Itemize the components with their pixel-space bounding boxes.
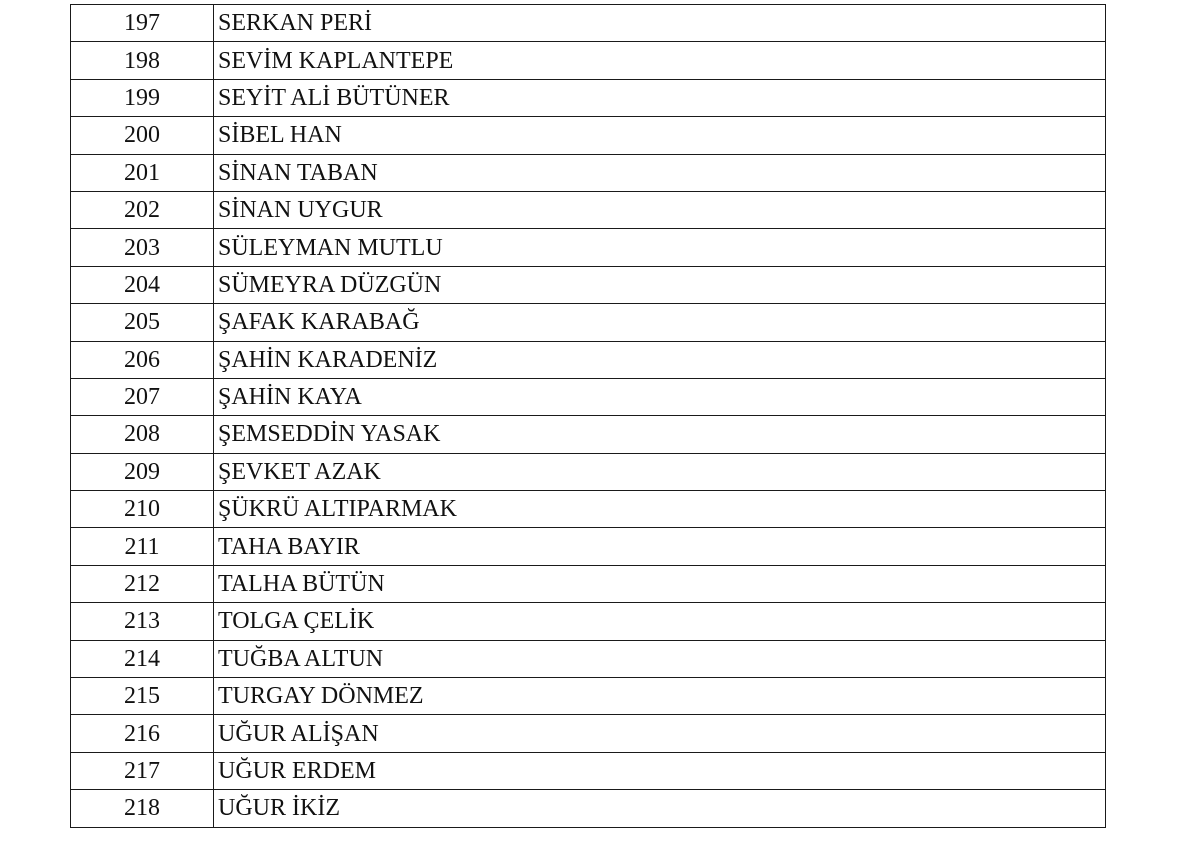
person-name: SİNAN UYGUR: [214, 191, 1106, 228]
person-name: TOLGA ÇELİK: [214, 603, 1106, 640]
row-number: 217: [71, 752, 214, 789]
table-row: [71, 528, 1106, 565]
row-number: 207: [71, 378, 214, 415]
person-name: SİNAN TABAN: [214, 154, 1106, 191]
person-name: SÜLEYMAN MUTLU: [214, 229, 1106, 266]
table-row: [71, 752, 1106, 789]
table-row: [71, 117, 1106, 154]
table-row: [71, 491, 1106, 528]
person-name: TALHA BÜTÜN: [214, 565, 1106, 602]
row-number: 205: [71, 304, 214, 341]
row-number: 216: [71, 715, 214, 752]
table-row: [71, 565, 1106, 602]
table-row: [71, 341, 1106, 378]
table-row: [71, 266, 1106, 303]
person-name: SERKAN PERİ: [214, 5, 1106, 42]
person-name: UĞUR İKİZ: [214, 790, 1106, 827]
row-number: 199: [71, 79, 214, 116]
row-number: 201: [71, 154, 214, 191]
row-number: 204: [71, 266, 214, 303]
row-number: 209: [71, 453, 214, 490]
row-number: 215: [71, 678, 214, 715]
table-row: [71, 416, 1106, 453]
table-row: [71, 154, 1106, 191]
table-row: [71, 304, 1106, 341]
person-name: ŞÜKRÜ ALTIPARMAK: [214, 491, 1106, 528]
row-number: 206: [71, 341, 214, 378]
person-name: ŞAFAK KARABAĞ: [214, 304, 1106, 341]
person-name: ŞAHİN KARADENİZ: [214, 341, 1106, 378]
name-list-table: [70, 4, 1106, 828]
row-number: 198: [71, 42, 214, 79]
table-row: [71, 191, 1106, 228]
table-row: [71, 229, 1106, 266]
table-row: [71, 453, 1106, 490]
table-row: [71, 603, 1106, 640]
table-row: [71, 42, 1106, 79]
table-row: [71, 790, 1106, 827]
row-number: 218: [71, 790, 214, 827]
row-number: 200: [71, 117, 214, 154]
table-row: [71, 640, 1106, 677]
person-name: UĞUR ERDEM: [214, 752, 1106, 789]
person-name: ŞEMSEDDİN YASAK: [214, 416, 1106, 453]
table-row: [71, 5, 1106, 42]
row-number: 197: [71, 5, 214, 42]
row-number: 203: [71, 229, 214, 266]
row-number: 202: [71, 191, 214, 228]
row-number: 214: [71, 640, 214, 677]
row-number: 213: [71, 603, 214, 640]
row-number: 210: [71, 491, 214, 528]
person-name: TURGAY DÖNMEZ: [214, 678, 1106, 715]
person-name: TUĞBA ALTUN: [214, 640, 1106, 677]
person-name: SEYİT ALİ BÜTÜNER: [214, 79, 1106, 116]
table-row: [71, 715, 1106, 752]
person-name: TAHA BAYIR: [214, 528, 1106, 565]
person-name: SÜMEYRA DÜZGÜN: [214, 266, 1106, 303]
table-row: [71, 79, 1106, 116]
person-name: UĞUR ALİŞAN: [214, 715, 1106, 752]
person-name: ŞEVKET AZAK: [214, 453, 1106, 490]
row-number: 208: [71, 416, 214, 453]
name-list-body: [71, 5, 1106, 828]
person-name: SİBEL HAN: [214, 117, 1106, 154]
row-number: 211: [71, 528, 214, 565]
table-row: [71, 378, 1106, 415]
row-number: 212: [71, 565, 214, 602]
person-name: SEVİM KAPLANTEPE: [214, 42, 1106, 79]
person-name: ŞAHİN KAYA: [214, 378, 1106, 415]
table-row: [71, 678, 1106, 715]
